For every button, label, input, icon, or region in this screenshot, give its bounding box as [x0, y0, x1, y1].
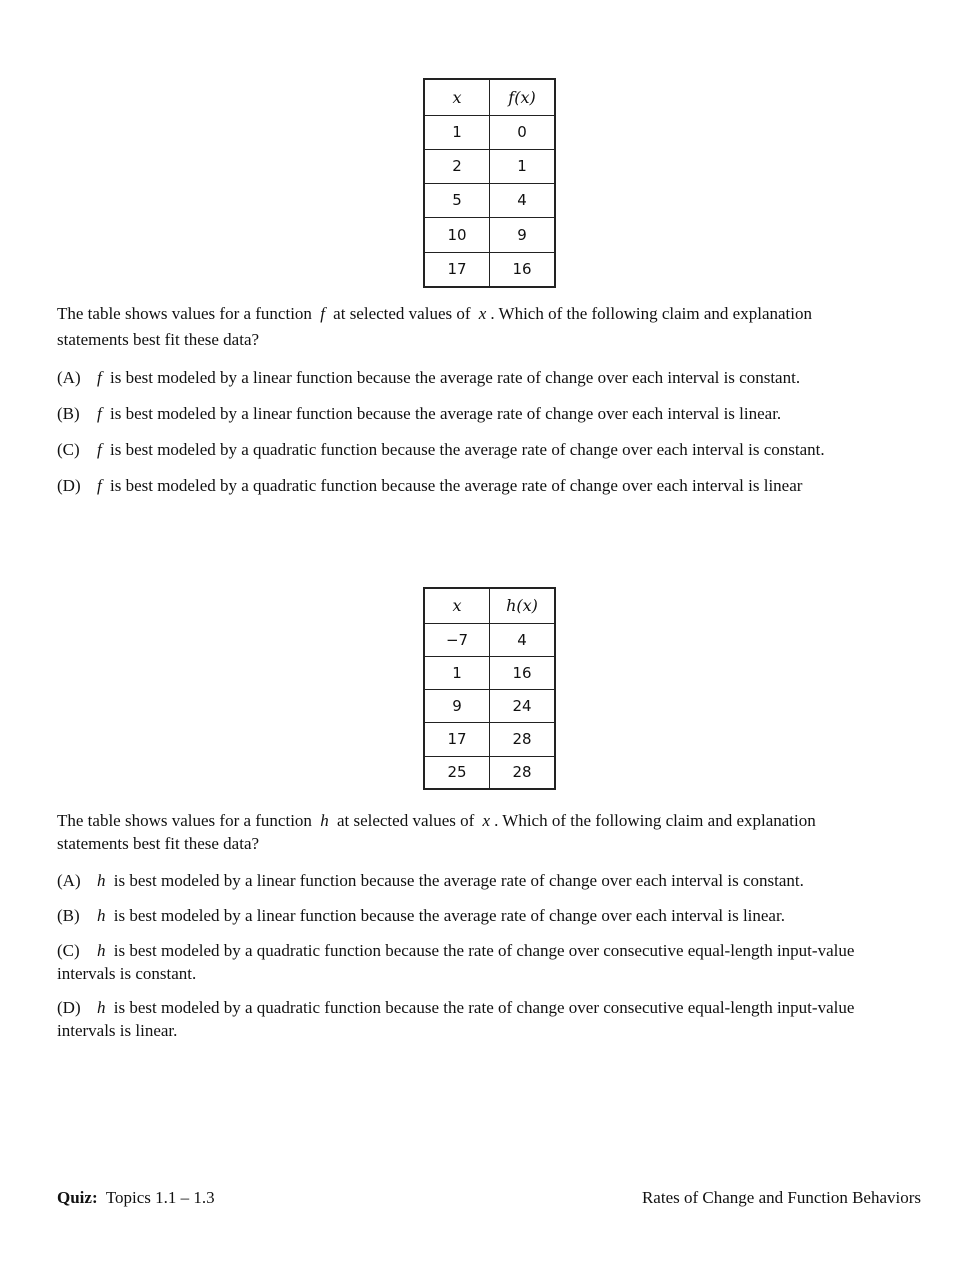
- table-cell: 10: [424, 217, 490, 252]
- choice-letter: (C): [57, 941, 80, 960]
- table-cell: 1: [424, 656, 490, 689]
- table-cell: −7: [424, 623, 490, 656]
- table-cell: 1: [490, 149, 556, 183]
- x-variable: x: [478, 304, 487, 323]
- q2-choice-d[interactable]: [57, 996, 897, 1042]
- choice-letter: (B): [57, 404, 80, 423]
- choice-letter: (D): [57, 476, 81, 495]
- quiz-label: Quiz:: [57, 1188, 98, 1207]
- q2-prompt: [57, 809, 887, 855]
- choice-variable: h: [97, 906, 106, 925]
- table-header-cell: x: [424, 79, 490, 115]
- table-cell: 5: [424, 183, 490, 217]
- choice-letter: (A): [57, 871, 81, 890]
- table-cell: 17: [424, 252, 490, 287]
- footer-title: Rates of Change and Function Behaviors: [641, 1188, 921, 1207]
- table-cell: 4: [490, 183, 556, 217]
- prompt-text: The table shows values for a function: [57, 811, 312, 830]
- table-cell: 9: [424, 689, 490, 722]
- q1-choice-b[interactable]: [57, 402, 897, 425]
- table-cell: 28: [490, 756, 556, 789]
- table-cell: 2: [424, 149, 490, 183]
- choice-letter: (D): [57, 998, 81, 1017]
- table-cell: 4: [490, 623, 556, 656]
- function-variable: f: [320, 304, 325, 323]
- function-variable: h: [320, 811, 329, 830]
- choice-text: is best modeled by a linear function because the average rate of change over each interval is linear.: [109, 404, 782, 423]
- q1-choice-d[interactable]: [57, 474, 897, 497]
- q2-choice-b[interactable]: [57, 904, 897, 927]
- choice-variable: h: [97, 941, 106, 960]
- table-header-cell: h(x): [490, 588, 556, 623]
- prompt-text: . Which of the following claim and explanation statements best fit these data?: [57, 304, 812, 349]
- table-header-cell: f(x): [490, 79, 556, 115]
- x-variable: x: [482, 811, 491, 830]
- q2-choice-c[interactable]: [57, 939, 897, 985]
- table-cell: 0: [490, 115, 556, 149]
- prompt-text: at selected values of: [336, 811, 475, 830]
- choice-variable: h: [97, 871, 106, 890]
- choice-letter: (C): [57, 440, 80, 459]
- choice-variable: f: [97, 440, 102, 459]
- prompt-text: at selected values of: [333, 304, 471, 323]
- choice-text: is best modeled by a quadratic function because the rate of change over consecutive equal-length input-value intervals is constant.: [57, 941, 855, 983]
- table-cell: 17: [424, 722, 490, 756]
- choice-variable: h: [97, 998, 106, 1017]
- prompt-text: The table shows values for a function: [57, 304, 312, 323]
- quiz-topics: Topics 1.1 – 1.3: [105, 1188, 215, 1207]
- table-cell: 16: [490, 656, 556, 689]
- choice-text: is best modeled by a linear function because the average rate of change over each interval is linear.: [113, 906, 785, 925]
- choice-text: is best modeled by a quadratic function because the average rate of change over each interval is constant.: [109, 440, 825, 459]
- choice-letter: (A): [57, 368, 81, 387]
- table-cell: 9: [490, 217, 556, 252]
- choice-variable: f: [97, 476, 102, 495]
- choice-text: is best modeled by a linear function because the average rate of change over each interval is constant.: [113, 871, 804, 890]
- table-cell: 1: [424, 115, 490, 149]
- q2-table: [423, 587, 556, 790]
- choice-variable: f: [97, 368, 102, 387]
- q1-choice-a[interactable]: [57, 366, 897, 389]
- q1-prompt: [57, 301, 887, 353]
- table-header-cell: x: [424, 588, 490, 623]
- choice-letter: (B): [57, 906, 80, 925]
- page-footer: [57, 1188, 921, 1208]
- table-cell: 16: [490, 252, 556, 287]
- choice-text: is best modeled by a linear function because the average rate of change over each interval is constant.: [109, 368, 801, 387]
- q2-choice-a[interactable]: [57, 869, 897, 892]
- q1-choice-c[interactable]: [57, 438, 897, 461]
- table-cell: 24: [490, 689, 556, 722]
- choice-variable: f: [97, 404, 102, 423]
- choice-text: is best modeled by a quadratic function because the rate of change over consecutive equal-length input-value intervals is linear.: [57, 998, 855, 1040]
- table-cell: 25: [424, 756, 490, 789]
- table-cell: 28: [490, 722, 556, 756]
- footer-left: [57, 1188, 215, 1208]
- choice-text: is best modeled by a quadratic function because the average rate of change over each interval is linear: [109, 476, 803, 495]
- prompt-text: . Which of the following claim and explanation statements best fit these data?: [57, 811, 816, 853]
- q1-table: [423, 78, 556, 288]
